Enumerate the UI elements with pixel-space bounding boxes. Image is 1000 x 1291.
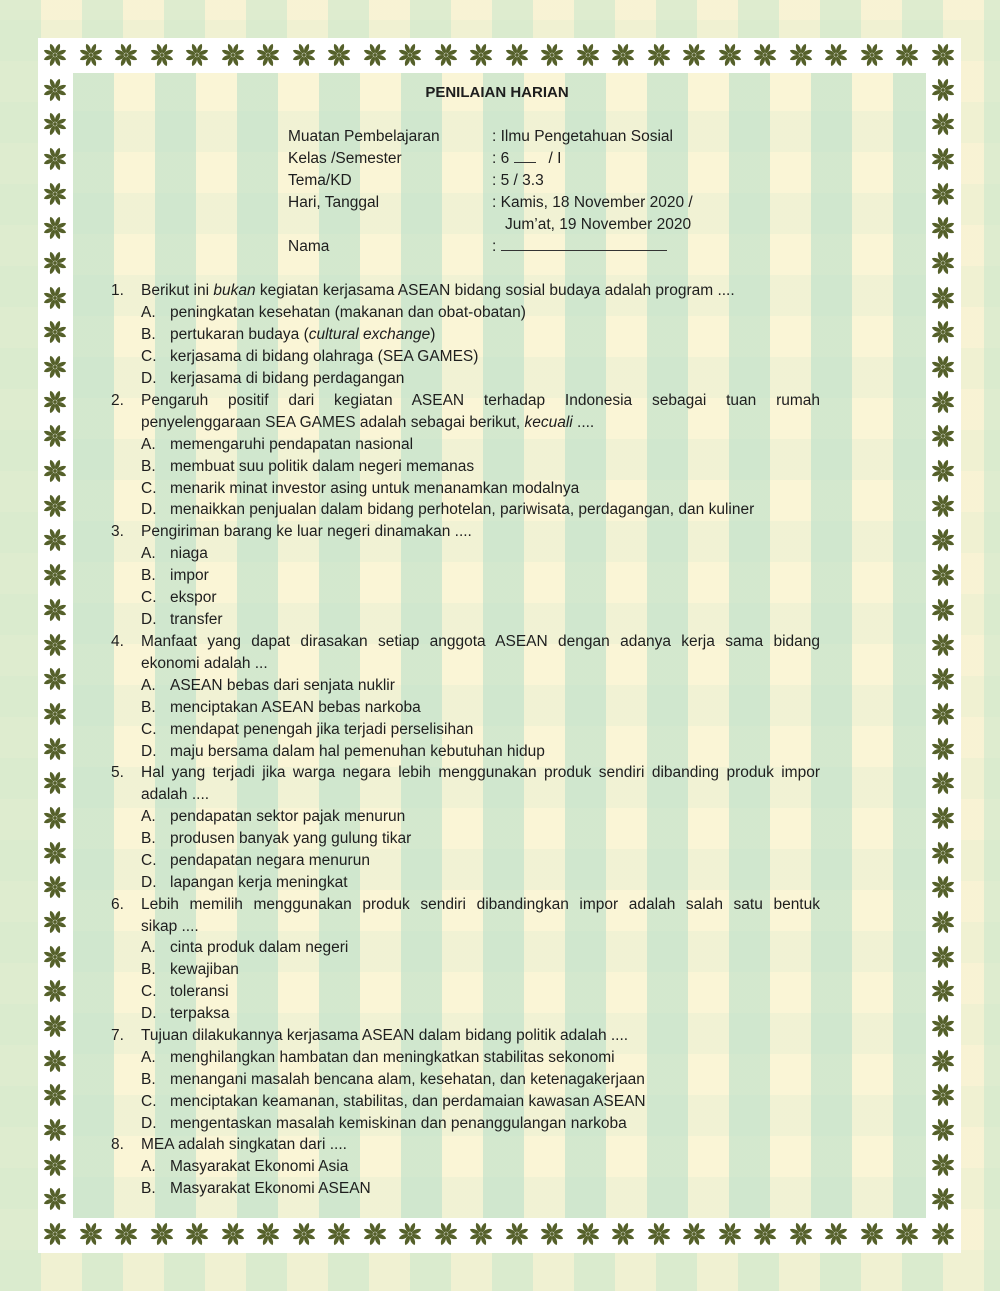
question-text-line1: Pengaruh positif dari kegiatan ASEAN terhadap Indonesia sebagai tuan rumah: [141, 392, 820, 409]
subject-value: : Ilmu Pengetahuan Sosial: [492, 128, 673, 145]
class-value-suffix: / I: [548, 150, 562, 167]
question-text: Berikut ini bukan kegiatan kerjasama ASEAN bidang sosial budaya adalah program ....: [141, 282, 735, 299]
class-label: Kelas /Semester: [288, 150, 402, 167]
class-value: [492, 148, 561, 170]
name-label: Nama: [288, 238, 330, 255]
name-blank-line: [501, 236, 667, 251]
class-value-prefix: : 6: [492, 150, 510, 167]
page-title: PENILAIAN HARIAN: [425, 84, 569, 101]
date-label: Hari, Tanggal: [288, 194, 380, 211]
class-blank: [514, 148, 536, 163]
name-value: :: [492, 236, 667, 258]
date-value-line2: Jum’at, 19 November 2020: [505, 216, 692, 233]
theme-value: : 5 / 3.3: [492, 172, 544, 189]
date-value-line1: : Kamis, 18 November 2020 /: [492, 194, 693, 211]
subject-label: Muatan Pembelajaran: [288, 128, 440, 145]
worksheet-content: PENILAIAN HARIAN Muatan Pembelajaran : Ilmu Pengetahuan Sosial Kelas /Semester : 6 / I Tema/KD : 5 / 3.3 Hari, Tanggal : Kamis, 18 November 2020 / Jum’at, 19 November 2020 Nama : 1. Berikut ini bukan kegiatan kerjasama ASEAN bidang sosial budaya adalah program .... A. peningkatan kesehatan (makanan dan obat-obatan) B. pertukaran budaya (cultural exchange) C. kerjasama di bidang olahraga (SEA GAMES) D. kerjasama di bidang perdagangan 2. Pengaruh positif dari kegiatan ASEAN terhadap Indonesia sebagai tuan rumah penyelenggaraan SEA GAMES adalah sebagai berikut, kecuali .... A. memengaruhi pendapatan nasional B. membuat suu politik dalam negeri memanas C. menarik minat investor asing untuk menanamkan modalnya D. menaikkan penjualan dalam bidang perhotelan, pariwisata, perdagangan, dan kuliner 3. Pengiriman barang ke luar negeri dinamakan .... A. niaga B. impor C. ekspor D. transfer 4. Manfaat yang dapat dirasakan setiap anggota ASEAN dengan adanya kerja sama bidang ekonomi adalah ... A. ASEAN bebas dari senjata nuklir B. menciptakan ASEAN bebas narkoba C. mendapat penengah jika terjadi perselisihan D. maju bersama dalam hal pemenuhan kebutuhan hidup 5. Hal yang terjadi jika warga negara lebih menggunakan produk sendiri dibanding produk impor adalah .... A. pendapatan sektor pajak menurun B. produsen banyak yang gulung tikar C. pendapatan negara menurun D. lapangan kerja meningkat 6. Lebih memilih menggunakan produk sendiri dibandingkan impor adalah salah satu bentuk sikap .... A. cinta produk dalam negeri B. kewajiban C. toleransi D. terpaksa 7. Tujuan dilakukannya kerjasama ASEAN dalam bidang politik adalah .... A. menghilangkan hambatan dan meningkatkan stabilitas sekonomi B. menangani masalah bencana alam, kesehatan, dan ketenagakerjaan C. menciptakan keamanan, stabilitas, dan perdamaian kawasan ASEAN D. mengentaskan masalah kemiskinan dan penanggulangan narkoba 8. MEA adalah singkatan dari .... A. Masyarakat Ekonomi Asia B. Masyarakat Ekonomi ASEAN: [0, 0, 1000, 1291]
theme-label: Tema/KD: [288, 172, 352, 189]
